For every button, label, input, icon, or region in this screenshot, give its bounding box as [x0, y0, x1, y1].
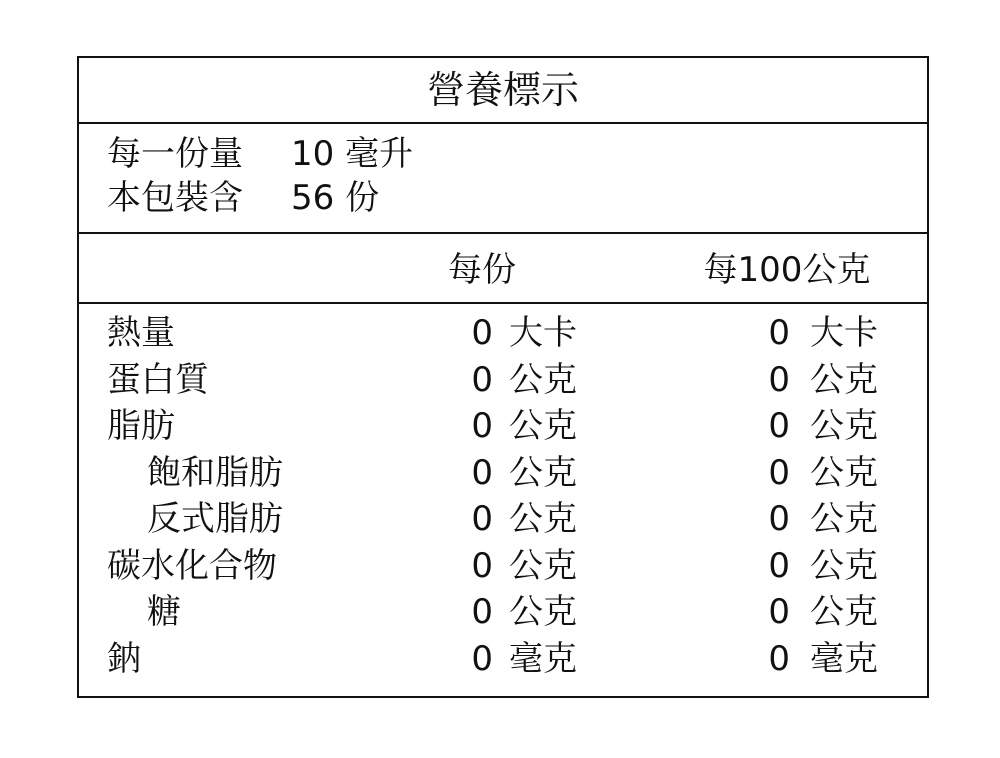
per-100g-unit: 公克: [810, 406, 878, 446]
table-row: [79, 450, 927, 496]
per-serving-value: 0: [471, 313, 493, 353]
per-100g-value: 0: [768, 452, 790, 493]
table-row: [79, 589, 927, 635]
per-100g-unit: 大卡: [810, 313, 878, 353]
per-serving-unit: 毫克: [509, 638, 577, 679]
per-serving-value: 0: [471, 638, 493, 679]
serving-size-label: 每一份量: [107, 134, 243, 174]
per-serving-unit: 公克: [509, 592, 577, 632]
per-serving-unit: 公克: [509, 545, 577, 586]
serving-size-row: [107, 132, 413, 176]
title-divider: [79, 122, 927, 124]
header-divider: [79, 302, 927, 304]
serving-size-value: 10 毫升: [291, 134, 414, 174]
table-row: [79, 636, 927, 682]
per-serving-unit: 大卡: [509, 313, 577, 353]
per-100g-value: 0: [768, 499, 790, 539]
nutrient-name: 碳水化合物: [107, 545, 277, 586]
label-title: 營養標示: [426, 68, 579, 112]
servings-per-package-row: [107, 176, 379, 220]
table-row: [79, 496, 927, 542]
per-100g-unit: 公克: [810, 452, 878, 493]
per-serving-unit: 公克: [509, 359, 577, 400]
nutrition-label: [77, 56, 929, 698]
per-serving-value: 0: [471, 452, 493, 493]
per-serving-unit: 公克: [509, 499, 577, 539]
per-100g-value: 0: [768, 638, 790, 679]
serving-divider: [79, 232, 927, 234]
table-row: [79, 310, 927, 356]
servings-per-package-value: 56 份: [291, 178, 380, 218]
per-100g-value: 0: [768, 313, 790, 353]
per-100g-unit: 公克: [810, 359, 878, 400]
per-100g-value: 0: [768, 359, 790, 400]
nutrient-name: 鈉: [107, 638, 141, 679]
column-header-per-100g: 每100公克: [703, 250, 871, 290]
per-100g-unit: 公克: [810, 499, 878, 539]
nutrient-name: 脂肪: [107, 406, 175, 446]
per-serving-value: 0: [471, 359, 493, 400]
per-serving-value: 0: [471, 545, 493, 586]
per-100g-value: 0: [768, 545, 790, 586]
per-serving-unit: 公克: [509, 406, 577, 446]
nutrient-name: 熱量: [107, 313, 175, 353]
nutrient-name: 反式脂肪: [147, 499, 283, 539]
table-row: [79, 403, 927, 449]
per-serving-value: 0: [471, 499, 493, 539]
column-header-per-serving: 每份: [448, 250, 516, 290]
nutrient-name: 蛋白質: [107, 359, 209, 400]
table-row: [79, 543, 927, 589]
nutrient-name: 糖: [147, 592, 181, 632]
servings-per-package-label: 本包裝含: [107, 178, 243, 218]
table-row: [79, 357, 927, 403]
per-100g-unit: 毫克: [810, 638, 878, 679]
nutrient-name: 飽和脂肪: [147, 452, 283, 493]
per-serving-value: 0: [471, 406, 493, 446]
per-serving-value: 0: [471, 592, 493, 632]
per-100g-unit: 公克: [810, 545, 878, 586]
per-100g-value: 0: [768, 592, 790, 632]
per-100g-unit: 公克: [810, 592, 878, 632]
per-100g-value: 0: [768, 406, 790, 446]
per-serving-unit: 公克: [509, 452, 577, 493]
